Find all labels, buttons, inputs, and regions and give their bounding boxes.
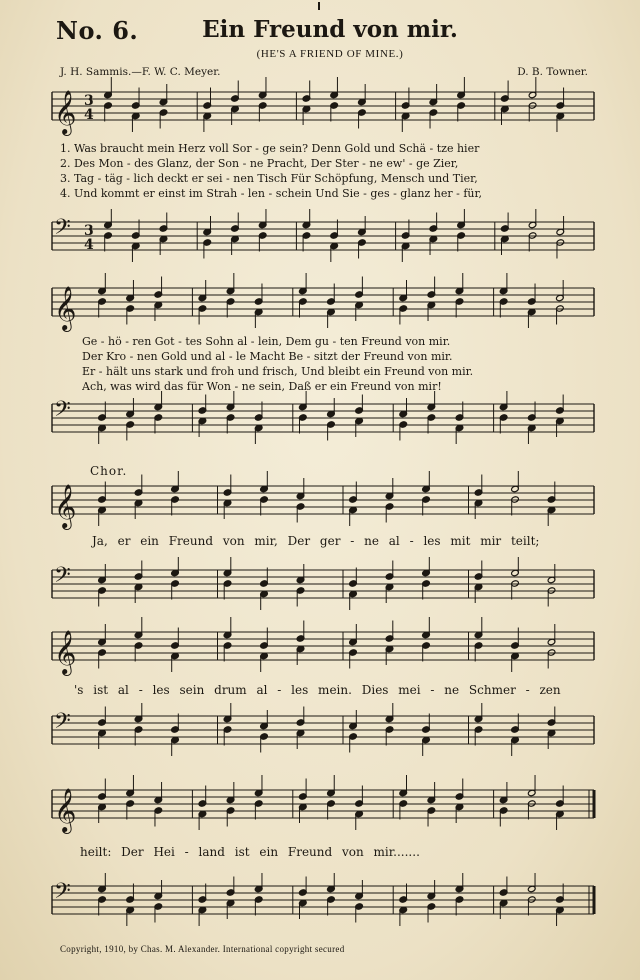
bass-clef-icon: 𝄢 [54,709,71,739]
hymn-title: Ein Freund von mir. [202,16,458,43]
verse-1-line-a: 1. Was braucht mein Herz voll Sor - ge sein? Denn Gold und Schä - tze hier [60,142,480,155]
verse-1-line-b: Ge - hö - ren Got - tes Sohn al - lein, Dem gu - ten Freund von mir. [82,335,451,348]
treble-clef-icon: 𝄞 [54,630,77,674]
music-credit: D. B. Towner. [517,66,588,78]
verse-2-line-a: 2. Des Mon - des Glanz, der Son - ne Pracht, Der Ster - ne ew' - ge Zier, [60,157,459,170]
chorus-lyric-1: Ja, er ein Freund von mir, Der ger - ne al - les mit mir teilt; [92,534,540,548]
copyright-notice: Copyright, 1910, by Chas. M. Alexander. International copyright secured [60,944,345,954]
treble-clef-icon: 𝄞 [54,90,77,134]
time-signature-top: 3 [84,223,94,239]
bass-clef-icon: 𝄢 [54,397,71,427]
verse-3-line-a: 3. Tag - täg - lich deckt er sei - nen Tisch Für Schöpfung, Mensch und Tier, [60,172,478,185]
treble-clef-icon: 𝄞 [54,484,77,528]
time-signature-top: 3 [84,93,94,109]
hymn-number: No. 6. [56,16,139,45]
verse-4-line-b: Ach, was wird das für Won - ne sein, Daß er ein Freund von mir! [82,380,442,393]
treble-clef-icon: 𝄞 [54,286,77,330]
bass-clef-icon: 𝄢 [54,215,71,245]
verse-3-line-b: Er - hält uns stark und froh und frisch, Und bleibt ein Freund von mir. [82,365,474,378]
time-signature-bottom: 4 [84,107,94,123]
english-title: (HE'S A FRIEND OF MINE.) [256,48,404,60]
verse-4-line-a: 4. Und kommt er einst im Strah - len - schein Und Sie - ges - glanz her - für, [60,187,483,200]
chorus-label: Chor. [90,464,128,478]
chorus-lyric-2: 's ist al - les sein drum al - les mein. Dies mei - ne Schmer - zen [74,683,561,697]
time-signature-bottom: 4 [84,237,94,253]
treble-clef-icon: 𝄞 [54,788,77,832]
bass-clef-icon: 𝄢 [54,879,71,909]
chorus-lyric-3: heilt: Der Hei - land ist ein Freund von mir....... [80,845,420,859]
verse-2-line-b: Der Kro - nen Gold und al - le Macht Be - sitzt der Freund von mir. [82,350,453,363]
words-credit: J. H. Sammis.—F. W. C. Meyer. [60,66,221,78]
bass-clef-icon: 𝄢 [54,563,71,593]
